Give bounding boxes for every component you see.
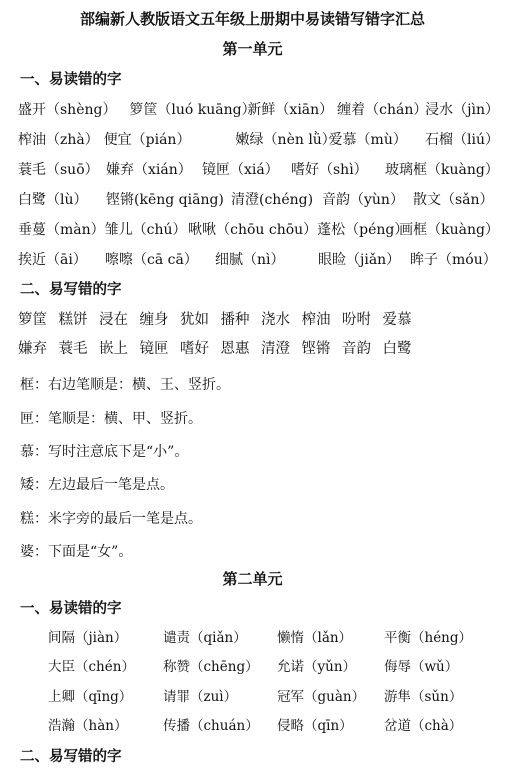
word-item: 爱慕 [382, 312, 412, 328]
word-entry: 箩筐（luó kuāng） [129, 102, 256, 118]
word-entry: 便宜（pián） [103, 132, 191, 148]
word-item: 浇水 [261, 312, 290, 328]
word-entry: 爱慕（mù） [328, 132, 407, 148]
unit-1-title: 第一单元 [222, 40, 283, 58]
word-entry: 嚓嚓（cā cā） [105, 252, 198, 268]
word-entry: 清澄(chéng) [231, 192, 314, 208]
word-entry: 间隔（jiàn） [48, 630, 128, 646]
word-entry: 允诺（yǔn） [277, 659, 357, 675]
word-entry: 雏儿（chú） [104, 222, 187, 238]
word-item: 榨油 [301, 312, 331, 328]
unit-2-read-heading: 一、易读错的字 [20, 600, 122, 617]
word-entry: 平衡（héng） [384, 630, 473, 646]
word-item: 缠身 [139, 312, 169, 328]
stroke-note: 矮：左边最后一笔是点。 [20, 477, 174, 493]
unit-1-read-heading: 一、易读错的字 [20, 71, 122, 88]
document-title: 部编新人教版语文五年级上册期中易读错写错字汇总 [79, 10, 425, 28]
word-entry: 嫩绿（nèn lǜ） [235, 132, 336, 148]
word-entry: 上卿（qīng） [48, 689, 133, 705]
word-entry: 称赞（chēng） [163, 659, 259, 675]
word-item: 恩惠 [220, 341, 250, 357]
word-entry: 眸子（móu） [410, 252, 497, 268]
word-entry: 眼睑（jiǎn） [318, 252, 401, 268]
word-item: 音韵 [342, 341, 371, 357]
word-entry: 新鲜（xiān） [247, 102, 334, 118]
word-entry: 啾啾（chōu chōu） [188, 222, 318, 238]
unit-2-write-heading: 二、易写错的字 [20, 748, 122, 765]
word-item: 白鹭 [382, 341, 412, 357]
word-entry: 大臣（chén） [48, 659, 135, 675]
word-item: 犹如 [180, 312, 209, 328]
unit-1-write-row [18, 308, 423, 329]
word-entry: 细腻（nì） [215, 252, 285, 268]
word-entry: 缠着（chán） [337, 102, 428, 118]
word-entry: 谴责（qiǎn） [163, 630, 247, 646]
word-entry: 蓑毛（suō） [18, 162, 99, 178]
unit-2-title: 第二单元 [222, 570, 283, 588]
word-item: 铿锵 [301, 341, 331, 357]
word-entry: 画框（kuàng） [399, 222, 499, 238]
stroke-note: 慕：写时注意底下是“小”。 [20, 444, 189, 460]
word-entry: 侮辱（wǔ） [384, 659, 459, 675]
unit-1-read-row [18, 189, 499, 209]
word-item: 嗜好 [180, 341, 209, 357]
word-entry: 浩瀚（hàn） [48, 718, 128, 734]
unit-1-read-row [18, 129, 499, 149]
word-entry: 音韵（yùn） [322, 192, 404, 208]
word-entry: 玻璃框（kuàng） [385, 162, 499, 178]
word-item: 嵌上 [99, 341, 128, 357]
word-item: 箩筐 [18, 312, 47, 328]
stroke-note: 匣：笔顺是：横、甲、竖折。 [20, 411, 202, 427]
word-entry: 榨油（zhà） [18, 132, 99, 148]
word-item: 吩咐 [342, 312, 371, 328]
word-entry: 冠军（guàn） [277, 689, 366, 705]
word-entry: 白鹭（lù） [18, 192, 88, 208]
word-entry: 挨近（āi） [18, 252, 87, 268]
word-item: 镜匣 [139, 341, 169, 357]
word-item: 播种 [220, 312, 250, 328]
stroke-note: 婆：下面是“女”。 [20, 544, 133, 560]
word-entry: 请罪（zuì） [163, 689, 238, 705]
word-entry: 嗜好（shì） [291, 162, 368, 178]
word-entry: 垂蔓（màn） [18, 222, 105, 238]
word-entry: 蓬松（péng） [317, 222, 409, 238]
word-entry: 浸水（jìn） [425, 102, 499, 118]
unit-1-write-heading: 二、易写错的字 [20, 281, 122, 298]
word-entry: 懒惰（lǎn） [277, 630, 353, 646]
word-entry: 岔道（chà） [384, 718, 463, 734]
word-entry: 传播（chuán） [163, 718, 259, 734]
word-entry: 石榴（liú） [425, 132, 499, 148]
unit-1-read-row [18, 249, 499, 269]
stroke-note: 框：右边笔顺是：横、王、竖折。 [20, 377, 230, 393]
word-item: 浸在 [99, 312, 128, 328]
unit-1-read-row [18, 159, 499, 179]
word-entry: 盛开（shèng） [18, 102, 117, 118]
word-entry: 镜匣（xiá） [202, 162, 279, 178]
stroke-note: 糕：米字旁的最后一笔是点。 [20, 511, 202, 527]
unit-1-read-row [18, 99, 499, 119]
unit-1-write-row [18, 337, 423, 358]
word-entry: 铿锵(kēng qiāng) [106, 192, 224, 208]
word-entry: 嫌弃（xián） [106, 162, 192, 178]
word-item: 嫌弃 [18, 341, 47, 357]
word-entry: 侵略（qīn） [277, 718, 353, 734]
word-item: 糕饼 [58, 312, 88, 328]
word-entry: 散文（sǎn） [413, 192, 494, 208]
word-entry: 游隼（sǔn） [384, 689, 463, 705]
word-item: 清澄 [261, 341, 290, 357]
word-item: 蓑毛 [58, 341, 88, 357]
unit-1-read-row [18, 219, 499, 239]
